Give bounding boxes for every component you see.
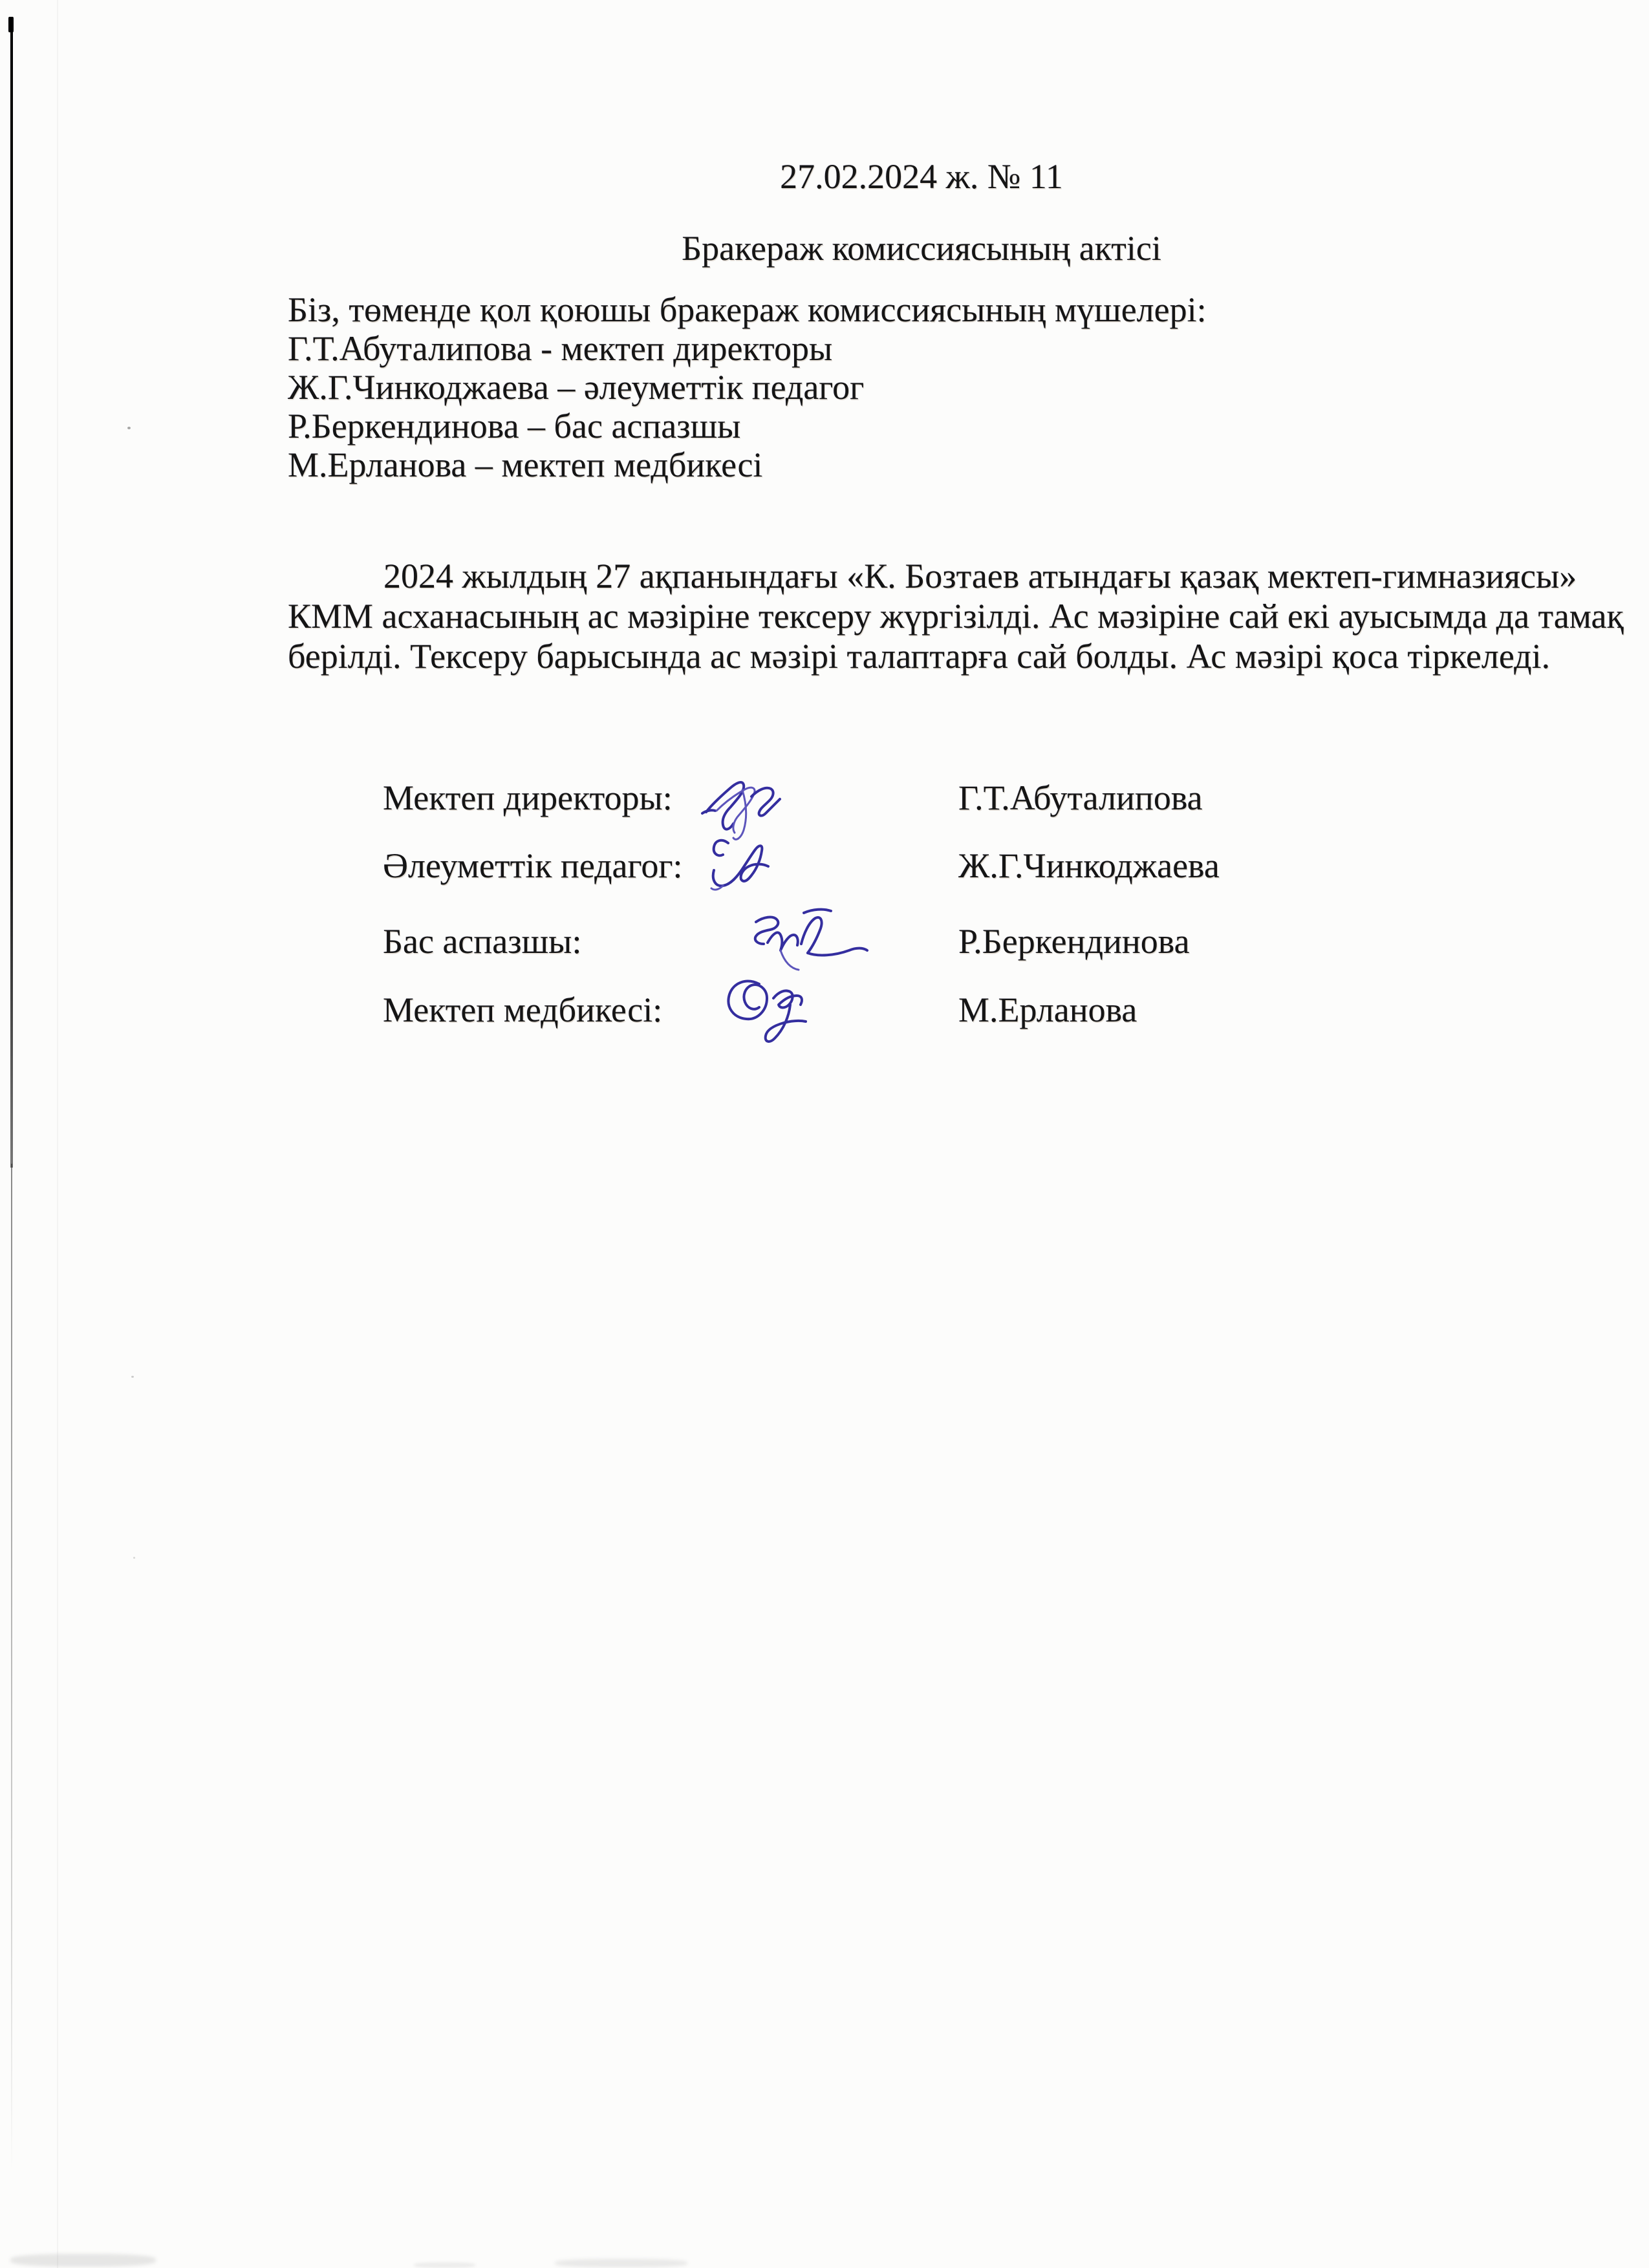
signatory-name: Р.Беркендинова [958,922,1190,961]
paragraph-line: 2024 жылдың 27 ақпанындағы «К. Бозтаев атындағы қазақ мектеп-гимназиясы» [383,557,1577,595]
signature-role-label: Әлеуметтік педагог: [383,846,683,885]
scan-vertical-streak [57,0,58,2268]
dust-speck [131,1376,134,1378]
document-date-number: 27.02.2024 ж. № 11 [780,157,1063,196]
document-title: Бракераж комиссиясының актісі [682,229,1161,268]
bottom-edge-smudge [10,2254,156,2267]
commission-member-line: Р.Беркендинова – бас аспазшы [288,407,741,445]
handwritten-signature-social-pedagog [706,833,787,894]
commission-intro-line: Біз, төменде қол қоюшы бракераж комиссиясының мүшелері: [288,290,1207,329]
dust-speck [127,427,131,429]
bottom-edge-smudge [414,2262,475,2268]
commission-members-block [288,290,1581,484]
bottom-edge-smudge [555,2259,687,2267]
paragraph-line: КММ асханасының ас мәзіріне тексеру жүргізілді. Ас мәзіріне сай екі ауысымда да тамақ [288,597,1624,636]
commission-member-line: М.Ерланова – мектеп медбикесі [288,445,763,484]
signature-row-school-nurse [0,990,1649,1031]
commission-member-line: Г.Т.Абуталипова - мектеп директоры [288,329,833,368]
dust-speck [133,1557,135,1559]
inspection-paragraph [288,556,1624,676]
signatory-name: Г.Т.Абуталипова [958,778,1203,817]
commission-member-line: Ж.Г.Чинкоджаева – әлеуметтік педагог [288,368,865,407]
paragraph-line: берілді. Тексеру барысында ас мәзірі талаптарға сай болды. Ас мәзірі қоса тіркеледі. [288,637,1551,676]
signatory-name: Ж.Г.Чинкоджаева [958,846,1220,885]
signatory-name: М.Ерланова [958,990,1137,1029]
signature-row-social-pedagog [0,846,1649,886]
signature-role-label: Бас аспазшы: [383,922,582,961]
signature-role-label: Мектеп директоры: [383,778,673,817]
signature-role-label: Мектеп медбикесі: [383,990,663,1029]
signature-row-director [0,778,1649,818]
handwritten-signature-school-nurse [718,970,824,1053]
scan-left-edge-line-faded [11,1164,12,2172]
handwritten-signature-head-cook [739,903,872,972]
